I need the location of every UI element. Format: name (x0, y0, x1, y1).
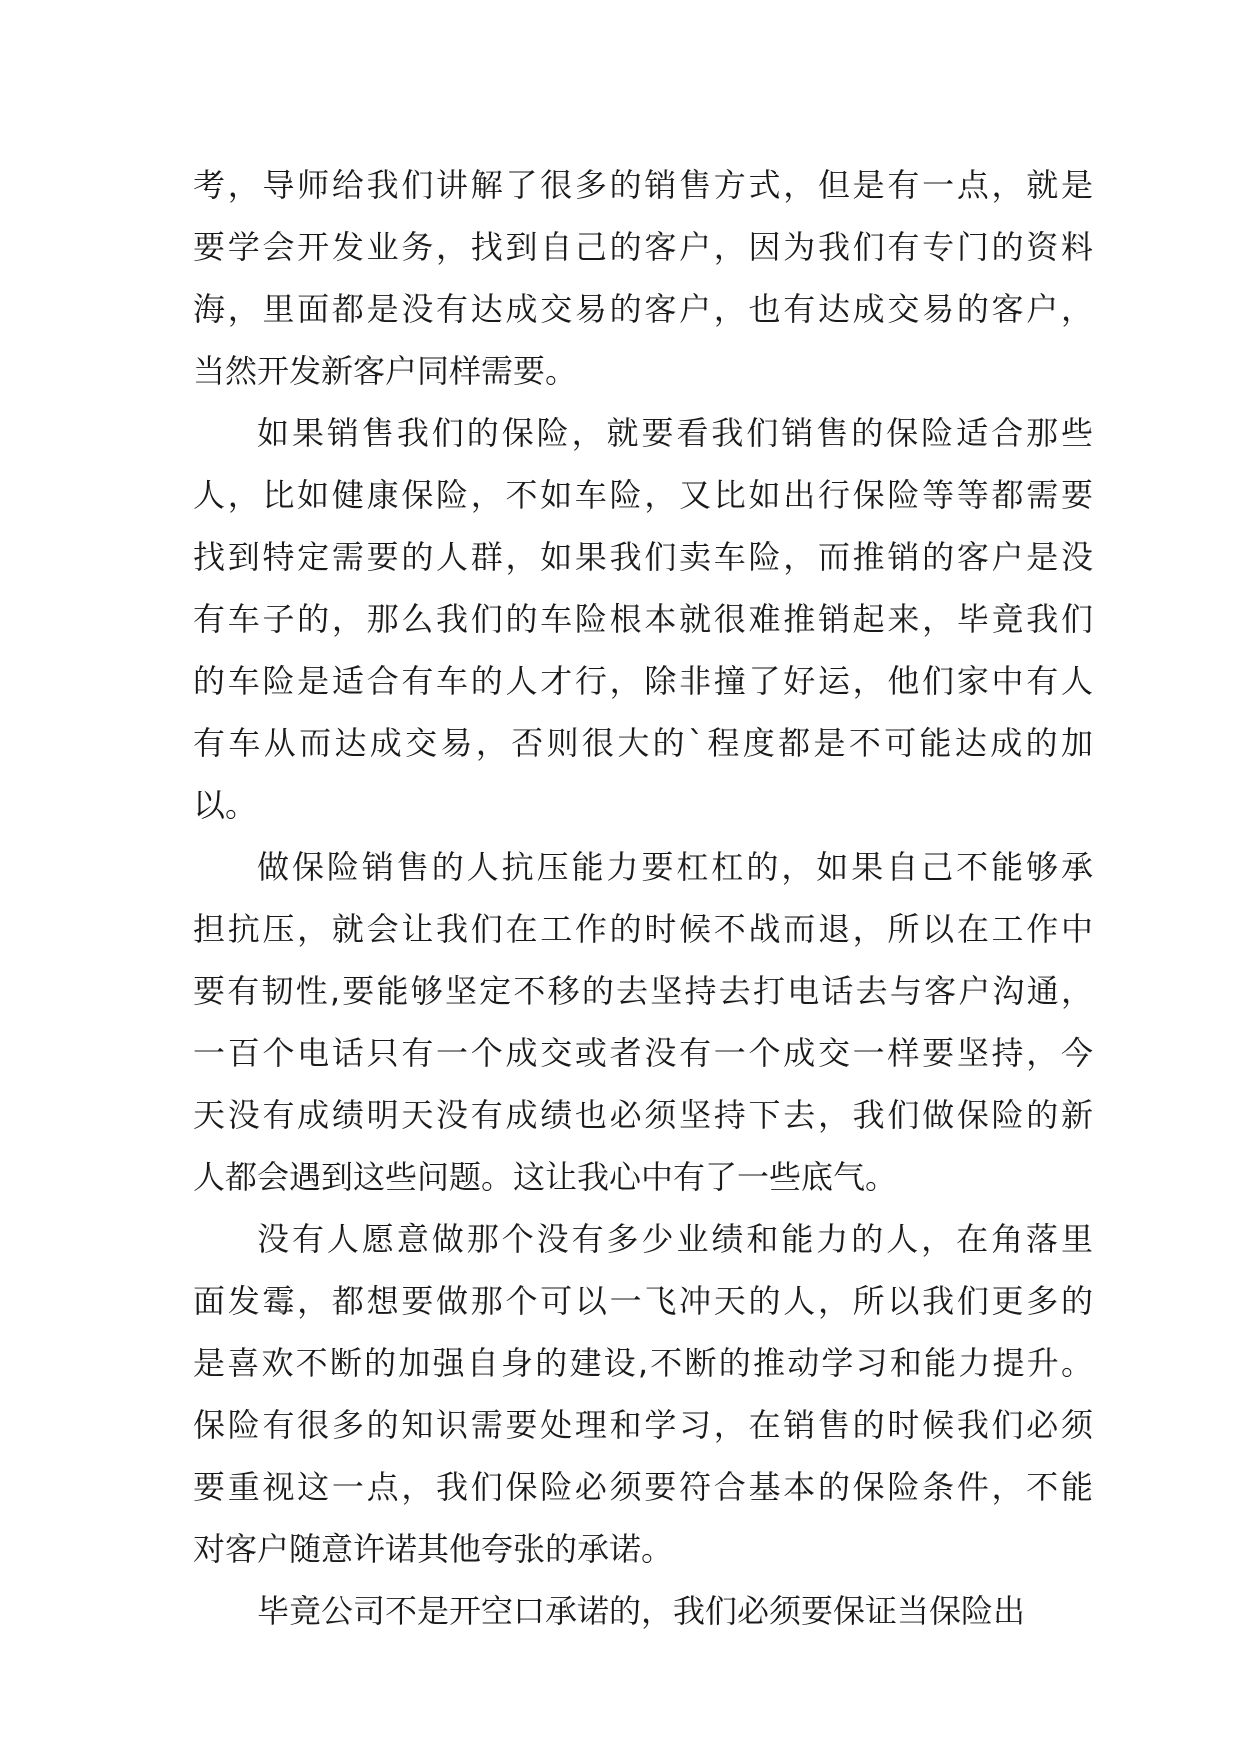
paragraph-line: 人都会遇到这些问题。这让我心中有了一些底气。 (193, 1158, 898, 1196)
document-body (193, 154, 1093, 1642)
paragraph-line: 一百个电话只有一个成交或者没有一个成交一样要坚持，今 (193, 1034, 1093, 1072)
paragraph-line: 面发霉，都想要做那个可以一飞冲天的人，所以我们更多的 (193, 1282, 1093, 1320)
paragraph-line: 当然开发新客户同样需要。 (193, 352, 578, 390)
paragraph-line: 如果销售我们的保险，就要看我们销售的保险适合那些 (257, 414, 1093, 452)
paragraph-line: 要有韧性,要能够坚定不移的去坚持去打电话去与客户沟通， (193, 972, 1093, 1010)
paragraph-line: 没有人愿意做那个没有多少业绩和能力的人，在角落里 (257, 1220, 1093, 1258)
paragraph-line: 考，导师给我们讲解了很多的销售方式，但是有一点，就是 (193, 166, 1093, 204)
paragraph-line: 天没有成绩明天没有成绩也必须坚持下去，我们做保险的新 (193, 1096, 1093, 1134)
paragraph-line: 海，里面都是没有达成交易的客户，也有达成交易的客户， (193, 290, 1093, 328)
paragraph-line: 毕竟公司不是开空口承诺的，我们必须要保证当保险出 (257, 1592, 1026, 1630)
paragraph-line: 做保险销售的人抗压能力要杠杠的，如果自己不能够承 (257, 848, 1093, 886)
paragraph (193, 836, 1093, 1208)
paragraph-line: 担抗压，就会让我们在工作的时候不战而退，所以在工作中 (193, 910, 1093, 948)
paragraph-line: 以。 (193, 786, 258, 824)
paragraph-line: 要学会开发业务，找到自己的客户，因为我们有专门的资料 (193, 228, 1093, 266)
paragraph-line: 找到特定需要的人群，如果我们卖车险，而推销的客户是没 (193, 538, 1093, 576)
paragraph-line: 保险有很多的知识需要处理和学习，在销售的时候我们必须 (193, 1406, 1093, 1444)
paragraph (193, 402, 1093, 836)
paragraph (193, 1208, 1093, 1580)
paragraph-line: 人，比如健康保险，不如车险，又比如出行保险等等都需要 (193, 476, 1093, 514)
paragraph-line: 要重视这一点，我们保险必须要符合基本的保险条件，不能 (193, 1468, 1093, 1506)
paragraph-line: 有车子的，那么我们的车险根本就很难推销起来，毕竟我们 (193, 600, 1093, 638)
paragraph-line: 的车险是适合有车的人才行，除非撞了好运，他们家中有人 (193, 662, 1093, 700)
paragraph-line: 有车从而达成交易，否则很大的`程度都是不可能达成的加 (193, 724, 1093, 762)
paragraph-line: 是喜欢不断的加强自身的建设,不断的推动学习和能力提升。 (193, 1344, 1093, 1382)
paragraph-line: 对客户随意许诺其他夸张的承诺。 (193, 1530, 674, 1568)
paragraph (193, 154, 1093, 402)
paragraph (193, 1580, 1093, 1642)
